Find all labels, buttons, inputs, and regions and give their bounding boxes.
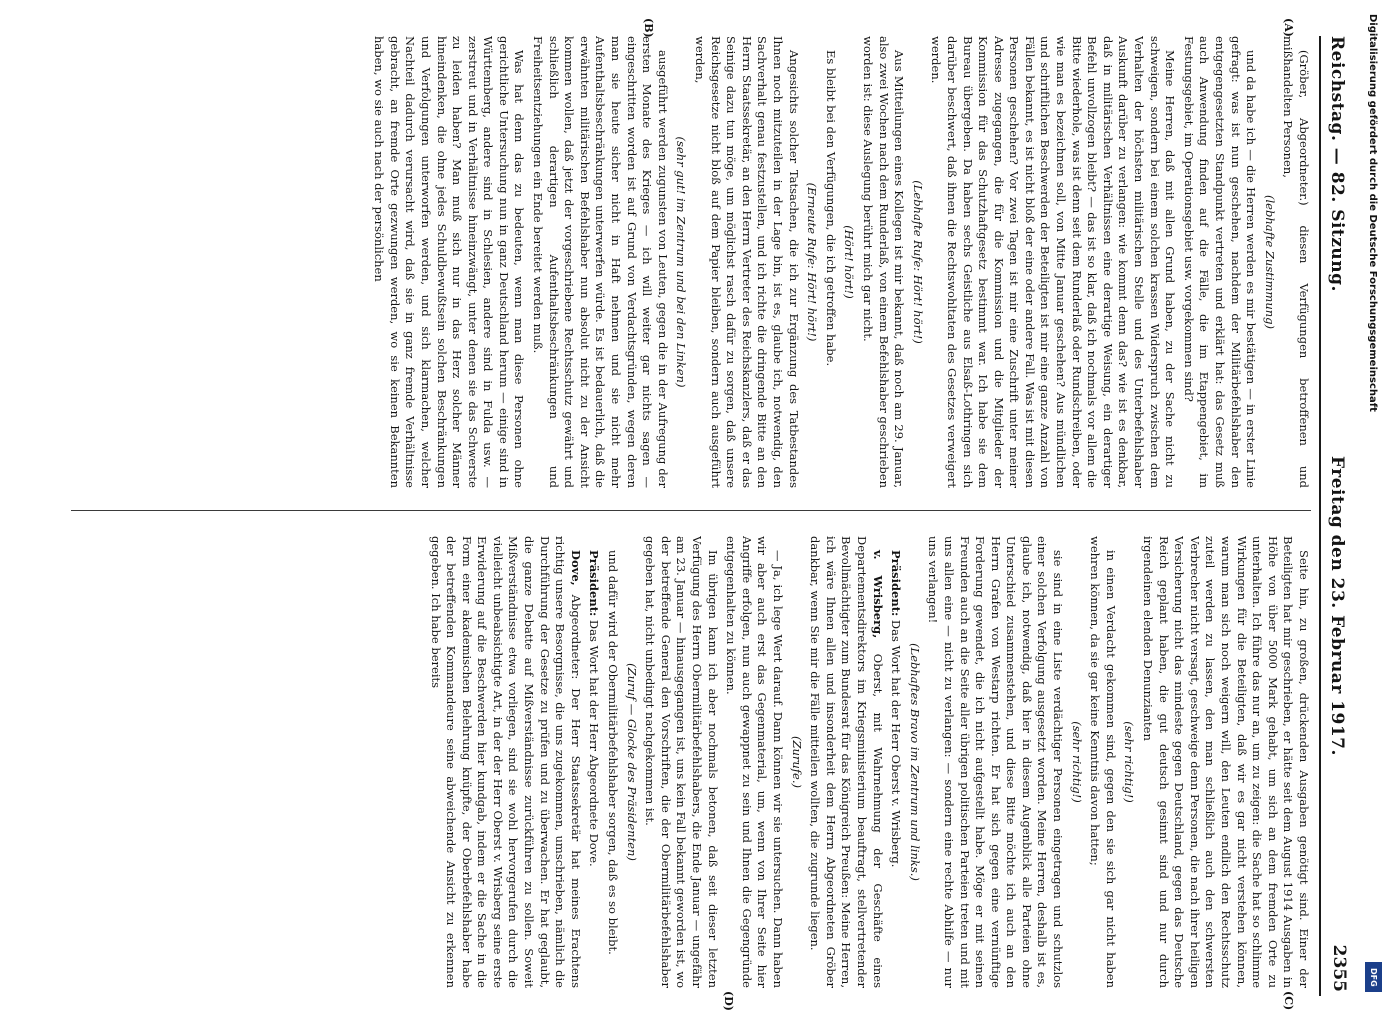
- digitization-credit: Digitalisierung gefördert durch die Deutsche Forschungsgemeinschaft: [1367, 14, 1378, 412]
- interjection: (Hört! hört!): [842, 225, 857, 299]
- interjection: (sehr richtig!): [1069, 721, 1084, 803]
- speaker-paragraph: [427, 536, 583, 988]
- speaker-name: Präsident:: [587, 550, 602, 617]
- margin-marker-d: (D): [722, 991, 735, 1011]
- body-paragraph: (Gröber, Abgeordneter.) diesen Verfügungen betroffenen und mißhandelten Personen,: [1281, 36, 1311, 488]
- body-paragraph: Es bleibt bei den Verfügungen, die ich getroffen habe.: [823, 50, 838, 367]
- interjection: (Lebhaftes Bravo im Zentrum und links.): [907, 643, 922, 881]
- running-head: [1321, 36, 1355, 996]
- dfg-logo: DFG: [1365, 962, 1382, 992]
- header-session: Reichstag. — 82. Sitzung.: [1327, 36, 1347, 292]
- interjection: (sehr gut! im Zentrum und bei den Linken): [674, 136, 689, 388]
- page-number: 2355: [1329, 944, 1349, 992]
- interjection: (Zuruf — Glocke des Präsidenten): [624, 663, 639, 861]
- speaker-name: Dove,: [568, 550, 583, 586]
- speaker-name: Präsident:: [889, 550, 904, 617]
- right-column: [51, 536, 1311, 988]
- speech-text: Oberst, mit Wahrnehmung der Geschäfte eines Departementsdirektors im Kriegsministerium beauftragt, stellvertretender Bevollmächtigter zum Bundesrat für das Königreich Preußen: Meine Herren, ich wäre Ihnen allen und insonderheit dem Herrn Abgeordneten Gröber dankbar, wenn Sie mir die Fälle mitteilen wollten, die zugrunde liegen.: [808, 536, 885, 988]
- rotated-document-page: [35, 18, 1355, 1011]
- speaker-paragraph: [586, 536, 602, 988]
- body-paragraph: Angesichts solcher Tatsachen, die ich zur Ergänzung des Tatbestandes Ihnen noch mitzuteilen in der Lage bin, ist es, glaube ich, notwendig, den Sachverhalt genau festzustellen, und ich richte die dringende Bitte an den Herrn Staatssekretär, an den Herrn Vertreter des Reichskanzlers, daß er das Seinige dazu tun möge, um möglichst rasch dafür zu sorgen, daß unsere Reichsgesetze nicht bloß auf dem Papier bleiben, sondern auch ausgeführt werden,: [693, 36, 801, 488]
- interjection: (Zurufe.): [789, 736, 804, 788]
- speech-text: Das Wort hat der Herr Abgeordnete Dove.: [587, 616, 602, 867]
- speaker-paragraph: [807, 536, 885, 988]
- body-paragraph: Im übrigen kann ich aber nochmals betonen, daß seit dieser letzten Verfügung des Herrn Obermilitärbefehlshabers, die Ende Januar — ungefähr am 23. Januar — hinausgegangen ist, uns kein Fall bekannt geworden ist, wo der betreffende General den Vorschriften, die der Obermilitärbefehlshaber gegeben hat, nicht unbedingt nachgekommen ist.: [643, 536, 720, 988]
- body-paragraph: in einen Verdacht gekommen sind, gegen den sie sich gar nicht haben wehren können, da sie gar keine Kenntnis davon hatten;: [1088, 536, 1118, 988]
- margin-marker-c: (C): [1282, 991, 1295, 1011]
- body-paragraph: Aus Mitteilungen eines Kollegen ist mir bekannt, daß noch am 29. Januar, also zwei Wochen nach dem Runderlaß, von einem Befehlshaber geschrieben worden ist: diese Auslegung berührt mich gar nicht.: [860, 36, 907, 488]
- margin-marker-b: (B): [642, 18, 655, 38]
- body-paragraph: — Ja, ich lege Wert darauf. Dann können wir sie untersuchen. Dann haben wir aber auch erst das Gegenmaterial, um, wenn von Ihrer Seite hier Angriffe erfolgen, nun auch gewappnet zu sein und Ihnen die Gegengründe entgegenhalten zu können.: [724, 536, 785, 988]
- body-paragraph: ausgeführt werden zugunsten von Leuten, gegen die in der Aufregung der ersten Monate des Krieges — ich will weiter gar nichts sagen — eingeschritten worden ist auf Grund von Verdachtsgründen, wegen deren man sie heute sicher nicht in Haft nehmen und sie nicht mehr Aufenthaltsbeschränkungen unterwerfen würde. Es ist bedauerlich, daß die erwähnten militärischen Befehlshaber nun absolut nicht zu der Ansicht kommen wollen, daß jetzt der vorgeschriebene Rechtsschutz gewährt und schließlich derartigen Aufenthaltsbeschränkungen und Freiheitsentziehungen ein Ende bereitet werden muß.: [531, 36, 670, 488]
- left-column: [51, 36, 1311, 488]
- body-paragraph: Seite hin, zu großen, drückenden Ausgaben genötigt sind. Einer der Beteiligten hat mir geschrieben, er hätte seit dem August 1914 Ausgaben in Höhe von über 5000 Mark gehabt, um sich an dem fremden Orte zu unterhalten. Ich führe das nur an, um zu zeigen: die Sache hat so schlimme Wirkungen für die Beteiligten, daß wir es gar nicht verstehen können, warum man sich noch weigern will, den Leuten endlich den Rechtsschutz zuteil werden zu lassen, den man schließlich auch den schwersten Verbrecher nicht versagt, geschweige denn Personen, die nach ihrer heiligen Versicherung nicht das mindeste gegen Deutschland, gegen das Deutsche Reich geplant haben, die gut deutsch gesinnt sind und nur durch irgendeinen elenden Denunzianten: [1141, 536, 1311, 988]
- body-paragraph: und dafür wird der Obermilitärbefehlshaber sorgen, daß es so bleibt.: [606, 550, 621, 955]
- body-paragraph: und da habe ich — die Herren werden es mir bestätigen — in erster Linie gefragt: was ist nun geschehen, nachdem der Militärbefehlshaber den entgegengesetzten Standpunkt vertreten und erklärt hat: das Gesetz muß auch Anwendung finden auf die Fälle, die im Etappengebiet, im Festungsgebiet, im Operationsgebiet usw. vorgekommen sind?: [1181, 36, 1259, 488]
- interjection: (sehr richtig!): [1122, 721, 1137, 803]
- speaker-name: v. Wrisberg,: [870, 550, 885, 639]
- margin-marker-a: (A): [1282, 18, 1295, 37]
- column-divider: [71, 510, 1311, 511]
- interjection: (Erneute Rufe: Hört! hört!): [805, 182, 820, 342]
- speech-text: Abgeordneter: Der Herr Staatssekretär hat meines Erachtens richtig unsere Besorgnisse, die uns zugekommen, umschrieben, nämlich die Durchführung der Gesetze zu prüfen und zu überwachen. Er hat geglaubt, die ganze Debatte auf Mißverständnisse zurückführen zu sollen. Soweit Mißverständnisse etwa vorliegen, sind sie wohl hervorgerufen durch die vielleicht unbeabsichtigte Art, in der der Herr Oberst v. Wrisberg seine erste Erwiderung auf die Beschwerden hier kundgab, indem er die Sache in die Form einer akademischen Belehrung knüpfte, der Oberbefehlshaber habe der betreffenden Kommandeure seine abweichende Ansicht zu erkennen gegeben. Ich habe bereits: [428, 536, 583, 988]
- body-paragraph: Meine Herren, daß mit allen Grund haben, zu der Sache nicht zu schweigen, sondern bei einem solchen krassen Widerspruch zwischen dem Verhalten der höchsten militärischen Stelle und des Unterbefehlshaber Auskunft darüber zu verlangen: wie kommt denn das? wie ist es denkbar, daß in militärischen Verhältnissen eine derartige Weisung, ein derartiger Befehl unvollzogen bleibt? — das ist so klar, daß ich nochmals vor allem die Bitte wiederhole, was ist denn seit dem Runderlaß oder Rundschreiben, oder wie man es bezeichnen soll, von Mitte Januar geschehen? Aus mündlichen und schriftlichen Beschwerden der Beteiligten ist mir eine ganze Anzahl von Fällen bekannt, es ist nicht bloß der eine oder andere Fall. Was ist mit diesen Personen geschehen? Vor zwei Tagen ist mir eine Zuschrift unter meiner Adresse zugegangen, die für die Kommission und die Mitglieder der Kommission für das Schutzhaftgesetz bestimmt war. Ich habe sie dem Bureau übergeben. Da haben sechs Geistliche aus Elsaß-Lothringen sich darüber beschwert, daß ihnen die Rechtswohltaten des Gesetzes verweigert werden.: [929, 36, 1178, 488]
- speech-text: Das Wort hat der Herr Oberst v. Wrisberg.: [889, 616, 904, 868]
- interjection: (lebhafte Zustimmung): [1262, 194, 1277, 329]
- speaker-paragraph: [888, 536, 904, 988]
- body-paragraph: sie sind in eine Liste verdächtiger Personen eingetragen und schutzlos einer solchen Verfolgung ausgesetzt worden. Meine Herren, deshalb ist es, glaube ich, notwendig, daß hier in diesem Augenblick alle Parteien ohne Unterschied zusammenstehen, und diese Bitte möchte ich auch an den Herrn Grafen von Westarp richten. Er hat sich gegen eine vernünftige Forderung gewendet, die ich nicht aufgestellt habe. Möge er mit seinen Freunden auch an die Seite aller übrigen politischen Parteien treten und mit uns allen eine — nicht zu verlangen: — sondern eine rechte Abhilfe — nur uns verlangen!: [926, 536, 1066, 988]
- body-paragraph: Was hat denn das zu bedeuten, wenn man diese Personen ohne gerichtliche Untersuchung nun in ganz Deutschland herum — einige sind in Württemberg, andere sind in Schlesien, andere sind in Fulda usw. — zerstreut und in Verhältnisse hineinzwängt, unter denen sie das Schwerste zu leiden haben? Man muß sich nur in das Herz solcher Männer hineindenken, die ohne jedes Schuldbewußtsein solchen Beschränkungen und Verfolgungen unterworfen werden, und sich klarmachen, welcher Nachteil dadurch verursacht wird, daß sie in ganz fremde Verhältnisse gebracht, an fremde Orte gezwungen werden, wo sie keinen Bekannten haben, wo sie auch nach der persönlichen: [372, 36, 527, 488]
- interjection: (Lebhafte Rufe: Hört! hört!): [910, 180, 925, 344]
- header-rule: [1319, 36, 1321, 996]
- header-date: Freitag den 23. Februar 1917.: [1327, 456, 1347, 756]
